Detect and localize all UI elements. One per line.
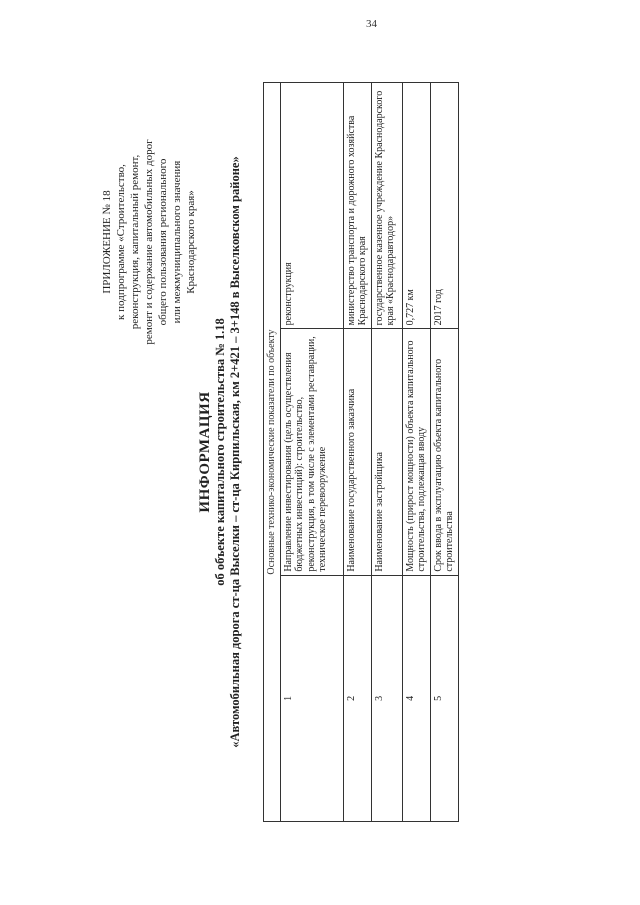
appendix-line: ремонт и содержание автомобильных дорог	[143, 139, 155, 345]
row-label: Направление инвестирования (цель осуществления бюджетных инвестиций): строительство, реконструкция, в том числе с элементами реставрации, техническое перевооружение	[280, 329, 343, 575]
row-number: 4	[402, 575, 430, 821]
table-row	[402, 83, 430, 822]
appendix-line: реконструкция, капитальный ремонт,	[129, 154, 141, 330]
page-number: 34	[366, 18, 377, 30]
row-number: 1	[280, 575, 343, 821]
appendix-number: ПРИЛОЖЕНИЕ № 18	[101, 190, 113, 294]
row-value: 0,727 км	[402, 83, 430, 329]
row-value: 2017 год	[430, 83, 458, 329]
title-object: об объекте капитального строительства № 1.18	[213, 318, 227, 586]
row-number: 2	[343, 575, 371, 821]
row-label: Мощность (прирост мощности) объекта капитального строительства, подлежащая вводу	[402, 329, 430, 575]
table-header: Основные технико-экономические показатели по объекту	[264, 83, 281, 822]
indicators-table	[263, 82, 459, 822]
row-label: Наименование застройщика	[371, 329, 402, 575]
row-label: Срок ввода в эксплуатацию объекта капитального строительства	[430, 329, 458, 575]
appendix-line: к подпрограмме «Строительство,	[115, 164, 127, 320]
row-number: 5	[430, 575, 458, 821]
row-number: 3	[371, 575, 402, 821]
row-value: реконструкция	[280, 83, 343, 329]
table-header-row	[264, 83, 281, 822]
appendix-line: или межмуниципального значения	[171, 160, 183, 324]
appendix-line: Краснодарского края»	[185, 190, 197, 294]
table-row	[280, 83, 343, 822]
appendix-line: общего пользования регионального	[157, 158, 169, 326]
row-label: Наименование государственного заказчика	[343, 329, 371, 575]
table-row	[343, 83, 371, 822]
landscape-page-content	[80, 62, 560, 842]
table-row	[371, 83, 402, 822]
document-title	[198, 62, 243, 842]
title-heading: ИНФОРМАЦИЯ	[197, 391, 213, 513]
title-road: «Автомобильная дорога ст-ца Выселки – ст-ца Кирпильская, км 2+421 – 3+148 в Выселковском районе»	[228, 156, 242, 748]
row-value: министерство транспорта и дорожного хозяйства Краснодарского края	[343, 83, 371, 329]
appendix-header	[100, 82, 198, 402]
table-row	[430, 83, 458, 822]
row-value: государственное казенное учреждение Краснодарского края «Краснодаравтодор»	[371, 83, 402, 329]
